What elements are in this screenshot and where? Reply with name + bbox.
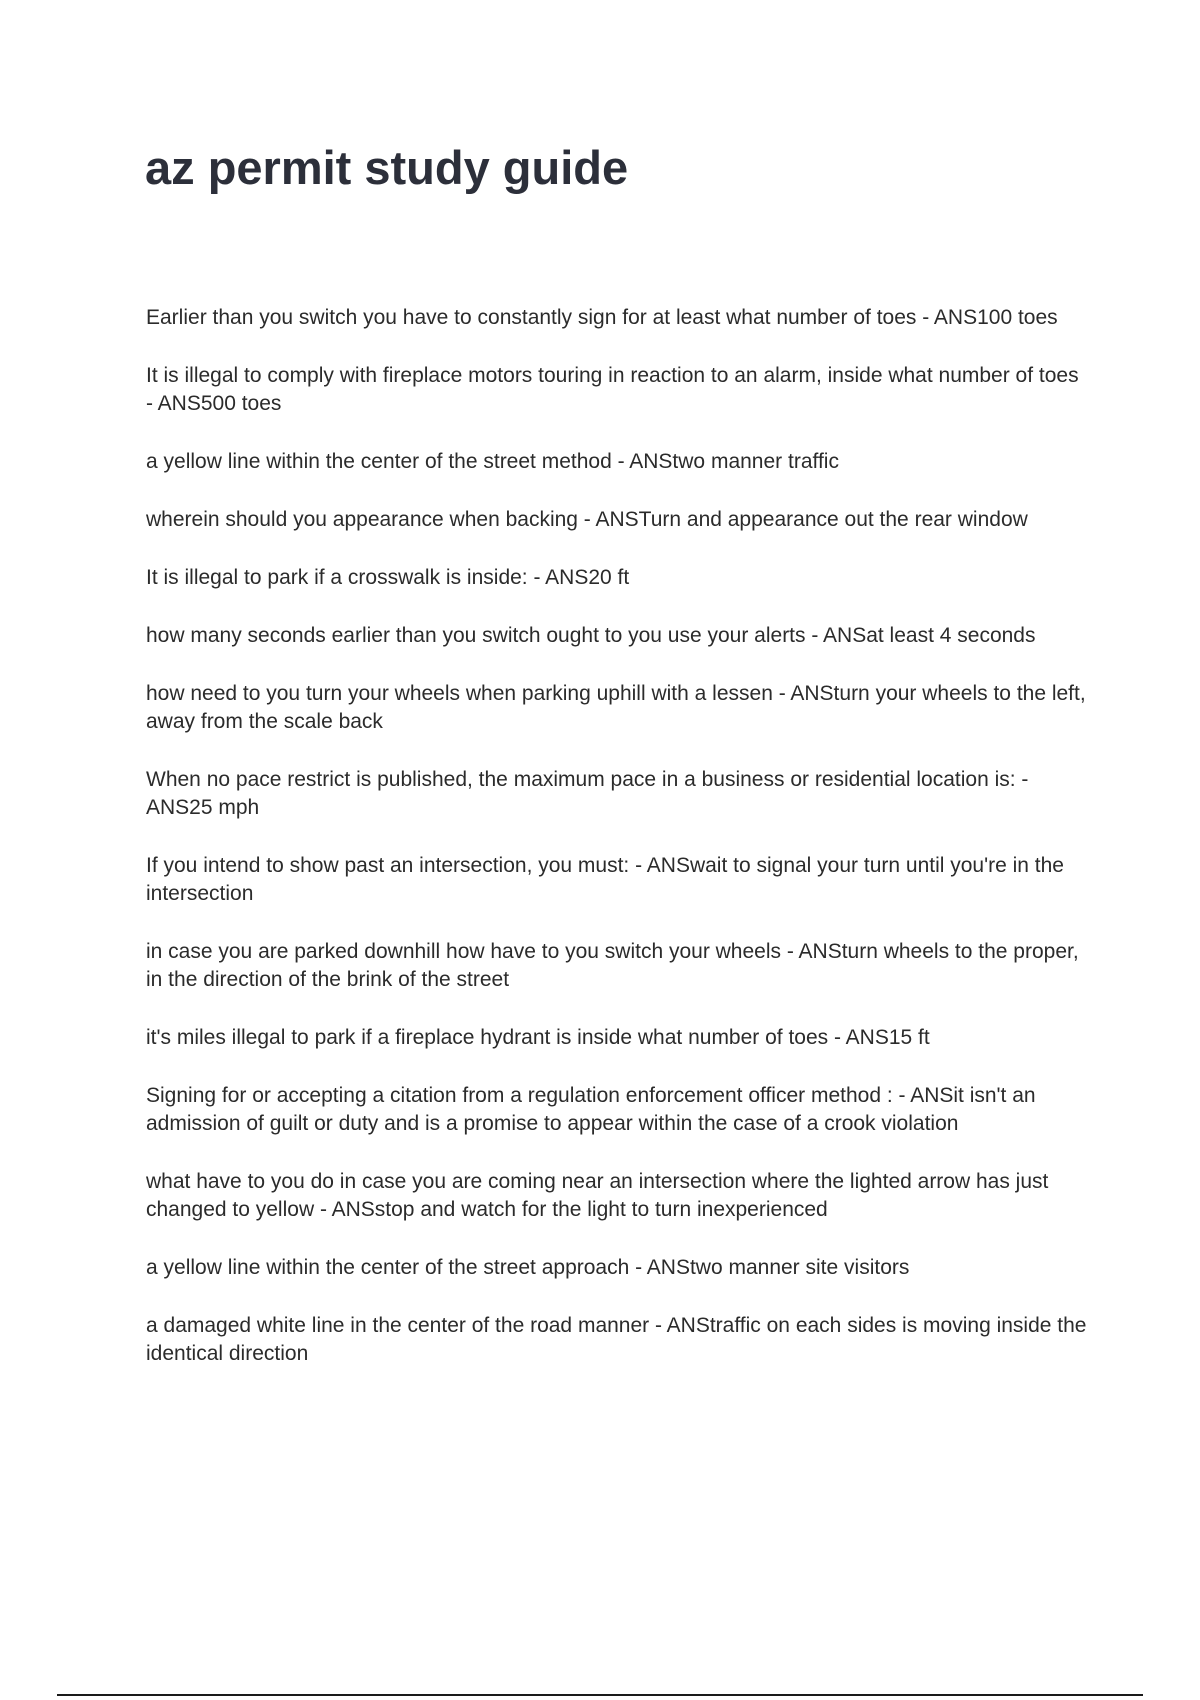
- qa-item: Earlier than you switch you have to constantly sign for at least what number of toes - ANS100 toes: [146, 306, 1058, 329]
- qa-item: it's miles illegal to park if a fireplace hydrant is inside what number of toes - ANS15 ft: [146, 1026, 930, 1049]
- qa-list: [146, 304, 1091, 1398]
- qa-item: a yellow line within the center of the street method - ANStwo manner traffic: [146, 450, 839, 473]
- qa-item: It is illegal to park if a crosswalk is inside: - ANS20 ft: [146, 566, 630, 589]
- qa-item: how many seconds earlier than you switch ought to you use your alerts - ANSat least 4 seconds: [146, 624, 1036, 647]
- page-bottom-divider: [57, 1694, 1143, 1696]
- qa-item: what have to you do in case you are coming near an intersection where the lighted arrow has just changed to yellow - ANSstop and watch for the light to turn inexperienced: [146, 1170, 1049, 1221]
- qa-item: Signing for or accepting a citation from a regulation enforcement officer method : - ANSit isn't an admission of guilt or duty and is a promise to appear within the case of a crook violation: [146, 1084, 1036, 1135]
- qa-item: a damaged white line in the center of the road manner - ANStraffic on each sides is moving inside the identical direction: [146, 1314, 1087, 1365]
- qa-item: wherein should you appearance when backing - ANSTurn and appearance out the rear window: [146, 508, 1028, 531]
- qa-item: how need to you turn your wheels when parking uphill with a lessen - ANSturn your wheels to the left, away from the scale back: [146, 682, 1086, 733]
- qa-item: It is illegal to comply with fireplace motors touring in reaction to an alarm, inside what number of toes - ANS500 toes: [146, 364, 1079, 415]
- qa-item: When no pace restrict is published, the maximum pace in a business or residential location is: - ANS25 mph: [146, 768, 1029, 819]
- qa-item: If you intend to show past an intersection, you must: - ANSwait to signal your turn until you're in the intersection: [146, 854, 1064, 905]
- qa-item: a yellow line within the center of the street approach - ANStwo manner site visitors: [146, 1256, 910, 1279]
- qa-item: in case you are parked downhill how have to you switch your wheels - ANSturn wheels to the proper, in the direction of the brink of the street: [146, 940, 1079, 991]
- page-title: az permit study guide: [145, 141, 629, 194]
